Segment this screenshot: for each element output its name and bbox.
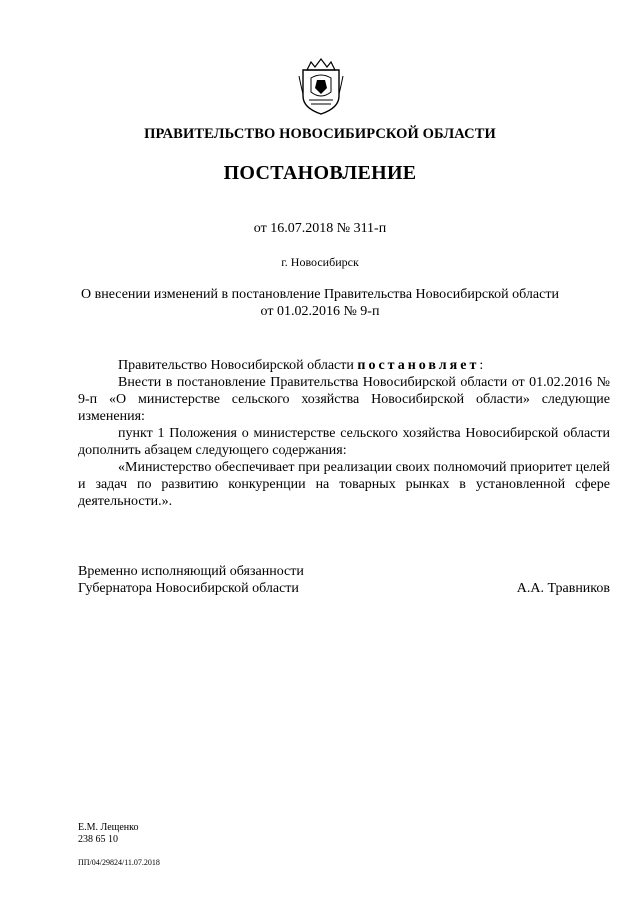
decree-paragraph-4: «Министерство обеспечивает при реализации своих полномочий приоритет целей и задач по развитию конкуренции на товарных рынках в установленной сфере деятельности.». <box>78 460 610 509</box>
p1-decree-word: постановляет <box>357 358 480 373</box>
city-line: г. Новосибирск <box>281 255 359 269</box>
document-type: ПОСТАНОВЛЕНИЕ <box>223 162 417 184</box>
government-title: ПРАВИТЕЛЬСТВО НОВОСИБИРСКОЙ ОБЛАСТИ <box>144 126 496 142</box>
date-number-line: от 16.07.2018 № 311-п <box>253 221 387 236</box>
decree-paragraph-2: Внести в постановление Правительства Новосибирской области от 01.02.2016 № 9-п «О министерстве сельского хозяйства Новосибирской области» следующие изменения: <box>78 375 610 424</box>
registration-number: ПП/04/29824/11.07.2018 <box>78 858 160 867</box>
position-line-2: Губернатора Новосибирской области <box>78 581 299 596</box>
document-subject <box>0 286 640 320</box>
subject-line-1: О внесении изменений в постановление Правительства Новосибирской области <box>81 287 559 302</box>
p1-start: Правительство Новосибирской области <box>118 358 358 373</box>
subject-line-2: от 01.02.2016 № 9-п <box>260 304 380 319</box>
executor-block <box>78 822 139 846</box>
decree-paragraph-3: пункт 1 Положения о министерстве сельского хозяйства Новосибирской области дополнить абзацем следующего содержания: <box>78 426 610 458</box>
coat-of-arms-icon <box>297 56 345 116</box>
p1-end: : <box>479 358 484 373</box>
executor-name: Е.М. Лещенко <box>78 822 139 833</box>
signatory-position <box>78 563 304 597</box>
executor-phone: 238 65 10 <box>78 834 118 845</box>
signatory-name: А.А. Травников <box>516 581 610 596</box>
decree-paragraph-1 <box>78 357 610 374</box>
position-line-1: Временно исполняющий обязанности <box>78 564 304 579</box>
